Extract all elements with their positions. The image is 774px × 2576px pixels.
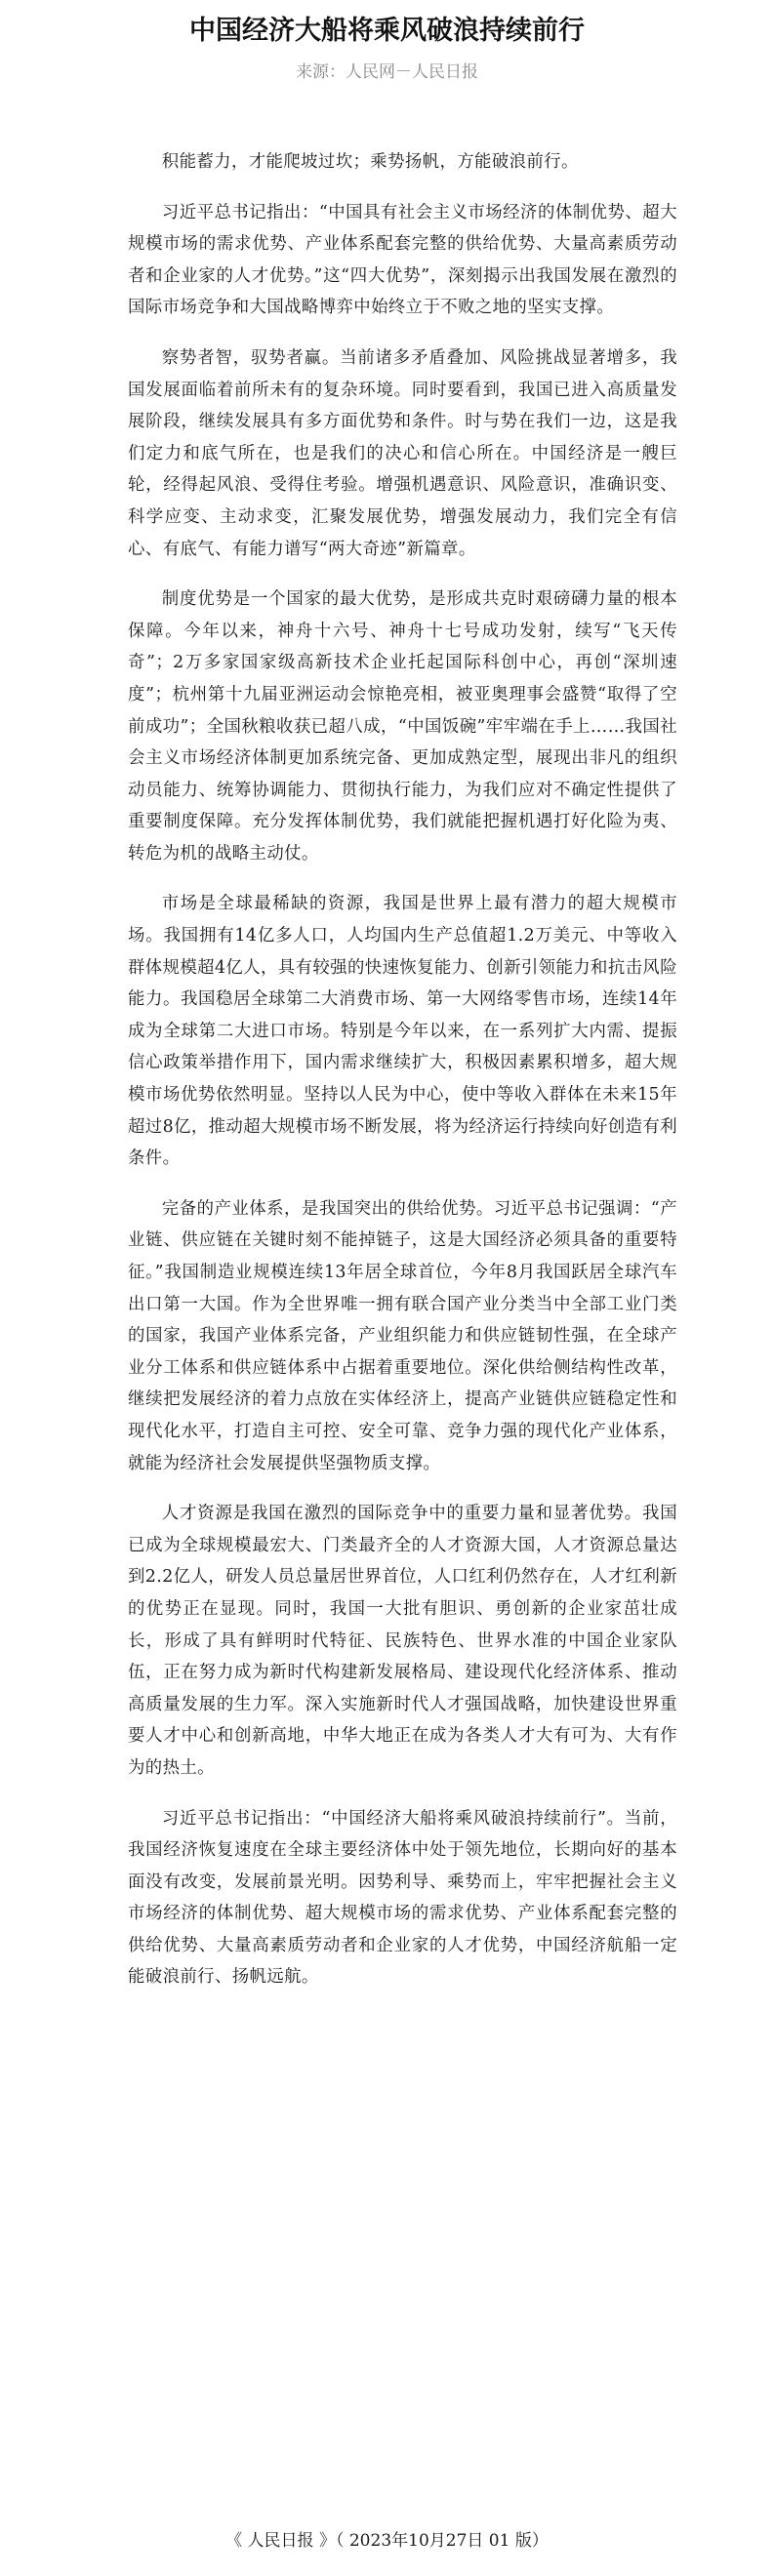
article-footer: 《 人民日报 》（ 2023年10月27日 01 版） bbox=[225, 2531, 549, 2551]
article-paragraph: 市场是全球最稀缺的资源，我国是世界上最有潜力的超大规模市场。我国拥有14亿多人口，人均国内生产总值超1.2万美元、中等收入群体规模超4亿人，具有较强的快速恢复能力、创新引领能力和抗击风险能力。我国稳居全球第二大消费市场、第一大网络零售市场，连续14年成为全球第二大进口市场。特别是今年以来，在一系列扩大内需、提振信心政策举措作用下，国内需求继续扩大，积极因素累积增多，超大规模市场优势依然明显。坚持以人民为中心，使中等收入群体在未来15年超过8亿，推动超大规模市场不断发展，将为经济运行持续向好创造有利条件。 bbox=[128, 894, 677, 1169]
article-paragraph: 习近平总书记指出：“中国具有社会主义市场经济的体制优势、超大规模市场的需求优势、产业体系配套完整的供给优势、大量高素质劳动者和企业家的人才优势。”这“四大优势”，深刻揭示出我国发展在激烈的国际市场竞争和大国战略博弈中始终立于不败之地的坚实支撑。 bbox=[128, 202, 677, 318]
article-source: 来源：人民网－人民日报 bbox=[296, 62, 478, 82]
article-title: 中国经济大船将乘风破浪持续前行 bbox=[189, 16, 585, 46]
article-paragraph: 人才资源是我国在激烈的国际竞争中的重要力量和显著优势。我国已成为全球规模最宏大、门类最齐全的人才资源大国，人才资源总量达到2.2亿人，研发人员总量居世界首位，人口红利仍然存在，人才红利新的优势正在显现。同时，我国一大批有胆识、勇创新的企业家茁壮成长，形成了具有鲜明时代特征、民族特色、世界水准的中国企业家队伍，正在努力成为新时代构建新发展格局、建设现代化经济体系、推动高质量发展的生力军。深入实施新时代人才强国战略，加快建设世界重要人才中心和创新高地，中华大地正在成为各类人才大有可为、大有作为的热土。 bbox=[128, 1504, 677, 1778]
article-paragraph: 积能蓄力，才能爬坡过坎；乘势扬帆，方能破浪前行。 bbox=[161, 152, 579, 172]
article-paragraph: 完备的产业体系，是我国突出的供给优势。习近平总书记强调：“产业链、供应链在关键时刻不能掉链子，这是大国经济必须具备的重要特征。”我国制造业规模连续13年居全球首位，今年8月我国跃居全球汽车出口第一大国。作为全世界唯一拥有联合国产业分类当中全部工业门类的国家，我国产业体系完备，产业组织能力和供应链韧性强，在全球产业分工体系和供应链体系中占据着重要地位。深化供给侧结构性改革，继续把发展经济的着力点放在实体经济上，提高产业链供应链稳定性和现代化水平，打造自主可控、安全可靠、竞争力强的现代化产业体系，就能为经济社会发展提供坚强物质支撑。 bbox=[128, 1198, 677, 1473]
article-paragraph: 制度优势是一个国家的最大优势，是形成共克时艰磅礴力量的根本保障。今年以来，神舟十六号、神舟十七号成功发射，续写“飞天传奇”；2万多家国家级高新技术企业托起国际科创中心，再创“深圳速度”；杭州第十九届亚洲运动会惊艳亮相，被亚奥理事会盛赞“取得了空前成功”；全国秋粮收获已超八成，“中国饭碗”牢牢端在手上……我国社会主义市场经济体制更加系统完备、更加成熟定型，展现出非凡的组织动员能力、统筹协调能力、贯彻执行能力，为我们应对不确定性提供了重要制度保障。充分发挥体制优势，我们就能把握机遇打好化险为夷、转危为机的战略主动仗。 bbox=[128, 589, 677, 864]
article-body bbox=[128, 146, 677, 2012]
article-paragraph: 察势者智，驭势者赢。当前诸多矛盾叠加、风险挑战显著增多，我国发展面临着前所未有的复杂环境。同时要看到，我国已进入高质量发展阶段，继续发展具有多方面优势和条件。时与势在我们一边，这是我们定力和底气所在，也是我们的决心和信心所在。中国经济是一艘巨轮，经得起风浪、受得住考验。增强机遇意识、风险意识，准确识变、科学应变、主动求变，汇聚发展优势，增强发展动力，我们完全有信心、有底气、有能力谱写“两大奇迹”新篇章。 bbox=[128, 347, 677, 559]
article-paragraph: 习近平总书记指出：“中国经济大船将乘风破浪持续前行”。当前，我国经济恢复速度在全球主要经济体中处于领先地位，长期向好的基本面没有改变，发展前景光明。因势利导、乘势而上，牢牢把握社会主义市场经济的体制优势、超大规模市场的需求优势、产业体系配套完整的供给优势、大量高素质劳动者和企业家的人才优势，中国经济航船一定能破浪前行、扬帆远航。 bbox=[128, 1808, 677, 1988]
